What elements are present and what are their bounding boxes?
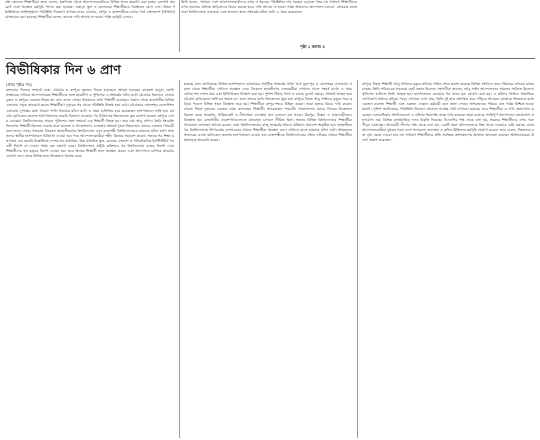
column-divider bbox=[179, 80, 180, 438]
section-divider bbox=[5, 58, 535, 59]
article-body-text: মঙ্গলবার দিনভর সংঘর্ষে ঢাকা, চট্টগ্রাম ও রংপুরে ছয়জন নিহত হয়েছেন। আহত হয়েছেন কয়েকশ মানুষ। কোটা সংস্কারের দাবিতে আন্দোলনরত শিক্ষার্থীদের সঙ্গে ছাত্রলীগ ও পুলিশের এ সংঘর্ষের ঘটনা ঘটে। চট্টগ্রামে তিনজন, ঢাকায় দুজন ও রংপুরে একজন নিহত হন বলে জানা গেছে। নিহতদের মধ্যে শিক্ষার্থী রয়েছেন। সকাল থেকে রাজধানীর বিভিন্ন এলাকায় সড়ক অবরোধ করেন শিক্ষার্থীরা। দুপুরের পর থেকে পরিস্থিতি উত্তপ্ত হয়ে ওঠে। চট্টগ্রামের ষোলশহর রেলস্টেশন এলাকায় দুপক্ষের মধ্যে ধাওয়া পাল্টা ধাওয়ার ঘটনা ঘটে। এ সময় গুলিবিদ্ধ হয়ে কয়েকজন হাসপাতালে ভর্তি হন। চট্টগ্রাম মেডিকেল কলেজ হাসপাতালের জরুরি বিভাগে নেওয়ার পর চিকিৎসক তিনজনকে মৃত ঘোষণা করেন। রংপুরে বেগম রোকেয়া বিশ্ববিদ্যালয়ের সামনে পুলিশের সঙ্গে সংঘর্ষে এক শিক্ষার্থী নিহত হন। তার নাম আবু সাঈদ। তিনি ইংরেজি বিভাগের শিক্ষার্থী ছিলেন। ঢাকায় ঢাকা কলেজ ও সায়েন্সল্যাব এলাকায় সংঘর্ষে দুজন নিহত হন। তাদের একজন পথচারী বলে জানা গেছে। গতকাল বিকেলে জাহাঙ্গীরনগর বিশ্ববিদ্যালয় এবং রাজশাহী বিশ্ববিদ্যালয়েও হামলার ঘটনা ঘটে। আহতদের স্থানীয় হাসপাতালে চিকিৎসা দেওয়া হয়। পরে আন্দোলনকারীরা শহীদ মিনারে সমাবেশ করেন। সন্ধ্যার পর শিক্ষা মন্ত্রণালয় এক জরুরি বিজ্ঞপ্তিতে দেশের সব মাধ্যমিক, উচ্চ মাধ্যমিক স্কুল, কলেজ, মাদ্রাসা ও পলিটেকনিক ইনস্টিটিউট পরবর্তী নির্দেশ না দেওয়া পর্যন্ত বন্ধ ঘোষণা করে। বিশ্ববিদ্যালয় মঞ্জুরি কমিশনও সব বিশ্ববিদ্যালয় বন্ধের নির্দেশ দেয়। শিক্ষার্থীদের হল ছাড়ার নির্দেশ দেওয়া হয়। তবে অনেক শিক্ষার্থী হলে অবস্থান করেন এবং আন্দোলন চালিয়ে যাওয়ার ঘোষণা দেন। রাতে বিভিন্ন হলে উত্তেজনা বিরাজ করে। bbox=[6, 88, 174, 159]
article-column-1 bbox=[6, 82, 174, 438]
continued-from-label: (প্রথম পৃষ্ঠার পর) bbox=[6, 82, 32, 87]
story-headline: বিভীষিকার দিন ৬ প্রাণ bbox=[6, 62, 122, 77]
article-column-3 bbox=[362, 82, 534, 438]
column-divider bbox=[179, 0, 180, 52]
continued-story-column-left bbox=[5, 0, 175, 52]
page-jump-label: পৃষ্ঠা ২ কলাম ৪ bbox=[300, 44, 326, 49]
blank-area bbox=[362, 0, 538, 52]
continued-story-block bbox=[0, 0, 540, 52]
continued-story-column-middle bbox=[181, 0, 357, 48]
article-body-text: হয়েছে বলে জানিয়েছে বিভিন্ন হাসপাতাল। চট্টগ্রামের সর্বাধিক সংঘর্ষের ঘটনা ঘটে মুরাদপুর ও ষোলশহর এলাকায়। সকাল থেকে শিক্ষার্থীরা সেখানে অবস্থান নেন। বিকেলে ছাত্রলীগের নেতাকর্মীরা সেখানে গেলে সংঘর্ষ বাধে। এ সময় গুলির শব্দ শোনা যায় এবং ইটপাটকেল নিক্ষেপ করা হয়। পুলিশ টিয়ার গ্যাস ও রাবার বুলেট ছোড়ে। সংঘর্ষে আহত হয়ে চট্টগ্রাম মেডিকেলে ভর্তি হন অন্তত ৩০ জন। তাদের মধ্যে তিনজনের মৃত্যু হয়। রংপুরে নিহত আবু সাঈদের মৃত্যুর খবর ছড়িয়ে পড়লে বিভিন্ন স্থানে বিক্ষোভ শুরু হয়। শিক্ষার্থীরা রংপুর শহরে মিছিল করেন। তারা হত্যার বিচার দাবি করেন। ঢাকায় নিহত দুজনের একজন ঢাকা কলেজের শিক্ষার্থী। আরেকজন পথচারী। সায়েন্সল্যাব মোড়ে দিনভর উত্তেজনা বিরাজ করে। ধানমন্ডি, নিউমার্কেট ও নীলক্ষেত এলাকায় যান চলাচল বন্ধ থাকে। মিরপুর, উত্তরা ও যাত্রাবাড়ীতেও বিক্ষোভ হয়। রাজধানীর প্রবেশপথগুলোতে যানবাহন চলাচল সীমিত ছিল। সন্ধ্যায় বিভিন্ন বিশ্ববিদ্যালয়ে শিক্ষার্থীরা গায়েবানা জানাজা আদায় করেন। ঢাকা বিশ্ববিদ্যালয়ের রাজু ভাস্কর্যের সামনে প্রতিবাদ সমাবেশ অনুষ্ঠিত হয়। জাহাঙ্গীরনগর বিশ্ববিদ্যালয়ে উপাচার্যের বাসভবনের সামনে শিক্ষার্থীরা অবস্থান নেন। সেখানে রাতে হামলার ঘটনা ঘটে। আহতদের সাভারের এনাম মেডিকেল কলেজ হাসপাতালে নেওয়া হয়। রাজশাহীতে বিশ্ববিদ্যালয়ের প্রধান ফটকের সামনে শিক্ষার্থীরা মহাসড়ক অবরোধ করেন। bbox=[184, 82, 352, 143]
column-divider bbox=[357, 80, 358, 438]
continued-story-text-middle: তিনি বলেন, 'আমরা দেশে আন্দোলনকারীদের ওপর এ ধরনের পরিস্থিতির দায় সরকার এড়াতে পারে না। সাধারণ শিক্ষার্থীদের ওপর হামলার ঘটনায় জড়িতদের বিচার করতে হবে। দাবি আদায় না হওয়া পর্যন্ত আমাদের আন্দোলন চলবে।' সোমবার রাতে ঢাকা বিশ্ববিদ্যালয় এলাকায় এবং অন্যান্য স্থানে সংঘর্ষের ঘটনা ঘটে। এ সময় কয়েকজন bbox=[181, 0, 357, 15]
article-column-2 bbox=[184, 82, 352, 438]
article-body-text: রংপুরে নিহত শিক্ষার্থী আবু সাঈদের মৃত্যুর ঘটনায় গভীর শোক প্রকাশ করেছে বিভিন্ন সংগঠন। তার পরিবারে শোকের মাতম চলছে। তিনি পরিবারের সবচেয়ে ছোট সন্তান ছিলেন। সহপাঠীরা জানান, আবু সাঈদ আন্দোলনের সামনের সারিতে ছিলেন। পুলিশের গুলিতে তিনি আহত হন। হাসপাতালে নেওয়ার পর তাকে মৃত ঘোষণা করা হয়। এ ঘটনার ভিডিও সামাজিক যোগাযোগ মাধ্যমে ছড়িয়ে পড়ে। সেখানে দেখা যায়, তিনি দুই হাত প্রসারিত করে দাঁড়িয়ে আছেন। চট্টগ্রামে নিহতদের মধ্যে একজন কলেজ শিক্ষার্থী এবং একজন দোকান কর্মচারী বলে জানা গেছে। অপরজনের পরিচয় রাত পর্যন্ত নিশ্চিত হওয়া যায়নি। পুলিশ জানিয়েছে, পরিস্থিতি নিয়ন্ত্রণে আনতে সর্বোচ্চ ধৈর্য দেখানো হয়েছে। তবে শিক্ষার্থীরা এ দাবি প্রত্যাখ্যান করেছেন। মানবাধিকার সংগঠনগুলো এ ঘটনার নিরপেক্ষ তদন্ত দাবি করেছে। তারা বলেছে, শান্তিপূর্ণ আন্দোলনে বলপ্রয়োগ গ্রহণযোগ্য নয়। বিভিন্ন রাজনৈতিক দলও বিবৃতি দিয়েছে। বিএনপির পক্ষ থেকে বলা হয়, সরকার শিক্ষার্থীদের ওপর দমন পীড়ন চালাচ্ছে। আওয়ামী লীগের পক্ষ থেকে বলা হয়, একটি মহল আন্দোলনকে ভিন্ন খাতে নেওয়ার চেষ্টা করছে। রাতে আন্দোলনকারীরা বুধবার সারা দেশে গায়েবানা জানাজা ও কফিন মিছিলের কর্মসূচি ঘোষণা করেন। তারা বলেন, নিহতদের রক্ত বৃথা যেতে দেওয়া হবে না। সাধারণ শিক্ষার্থীদের প্রতি সর্বাত্মক অংশগ্রহণের আহ্বান জানানো হয়েছে। অভিভাবকেরা উদ্বেগ প্রকাশ করেছেন। bbox=[362, 82, 534, 143]
continued-story-text-left: প্রশ্ন তোলেন শিক্ষার্থীরা। তারা বলেন, মন্ত্রণালয় থেকে আন্দোলনকারীদের বিভিন্ন ভাবে হয়রানি করা হচ্ছে। রেলপথ অবরোধ এবং অবস্থান কর্মসূচি পালন করা হয়েছে। এছাড়া স্কুল ও কলেজের শিক্ষার্থীরাও বিক্ষোভে যোগ দেন। উত্তর পরিস্থিতিতে আইনশৃঙ্খলা পরিস্থিতি নিয়ন্ত্রণে রাখতে ঢাকা, চট্টগ্রাম, রংপুর ও রাজশাহীতে বর্ডার গার্ড বাংলাদেশ (বিজিবি) মোতায়েন করা হয়েছে। শিক্ষার্থীরা বলেন, তাদের দাবি আদায় না হওয়া পর্যন্ত কর্মসূচি চলবে। bbox=[5, 0, 175, 20]
